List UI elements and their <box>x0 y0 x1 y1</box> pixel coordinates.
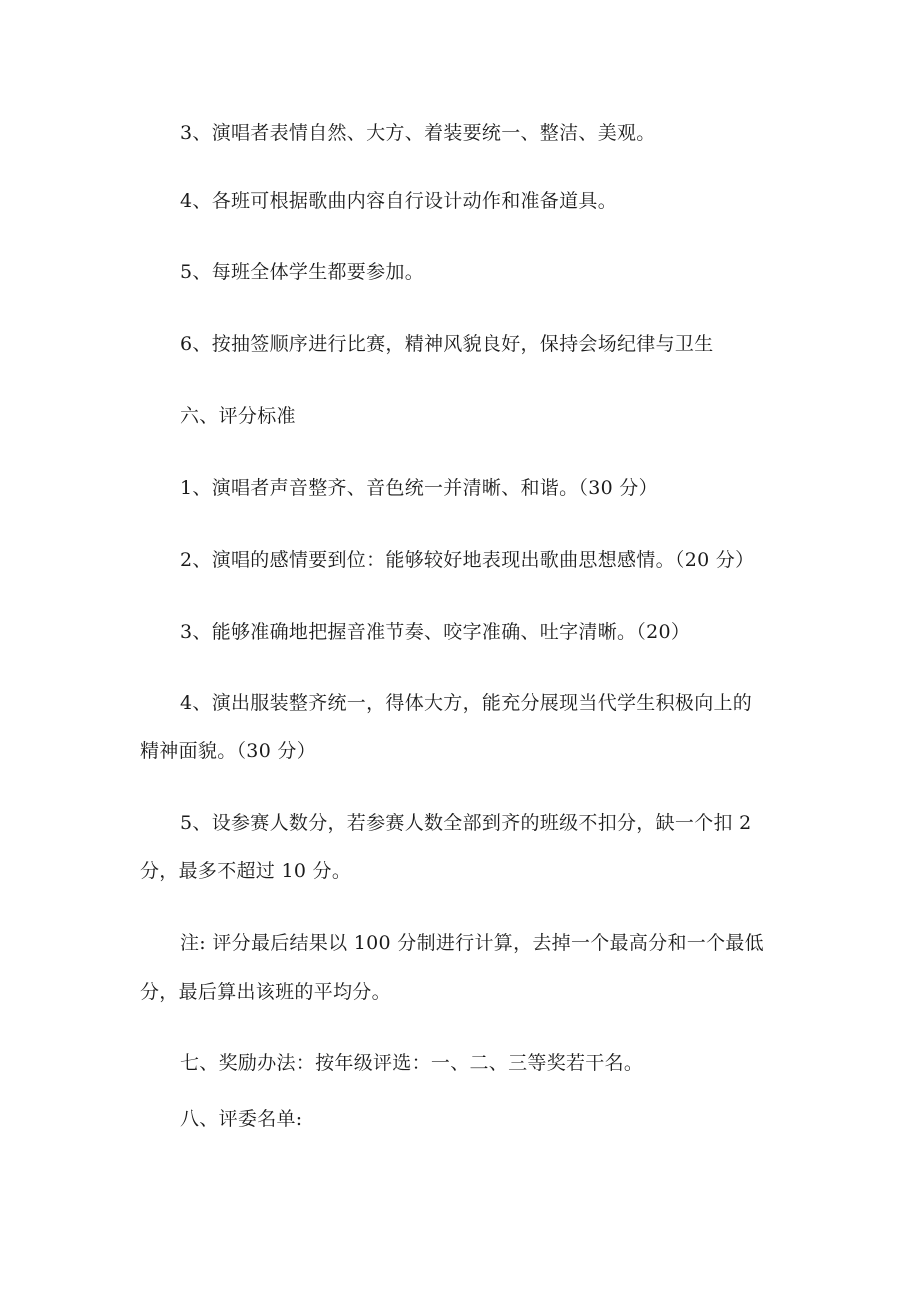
criterion-5-line-2: 分，最多不超过 10 分。 <box>140 860 352 882</box>
criterion-1: 1、演唱者声音整齐、音色统一并清晰、和谐。（30 分） <box>180 477 658 499</box>
item-6-order: 6、按抽签顺序进行比赛，精神风貌良好，保持会场纪律与卫生 <box>180 333 714 355</box>
item-5-participation: 5、每班全体学生都要参加。 <box>180 261 424 283</box>
section-7-awards: 七、奖励办法：按年级评选：一、二、三等奖若干名。 <box>180 1052 644 1074</box>
note-line-2: 分，最后算出该班的平均分。 <box>140 981 391 1003</box>
criterion-2: 2、演唱的感情要到位：能够较好地表现出歌曲思想感情。（20 分） <box>180 549 755 571</box>
item-4-choreography: 4、各班可根据歌曲内容自行设计动作和准备道具。 <box>180 190 617 212</box>
section-8-judges: 八、评委名单: <box>180 1108 303 1130</box>
criterion-4-line-2: 精神面貌。（30 分） <box>140 740 317 762</box>
criterion-4-line-1: 4、演出服装整齐统一，得体大方，能充分展现当代学生积极向上的 <box>180 692 753 714</box>
section-6-heading: 六、评分标准 <box>180 405 296 427</box>
criterion-3: 3、能够准确地把握音准节奏、咬字准确、吐字清晰。（20） <box>180 621 691 643</box>
note-line-1: 注: 评分最后结果以 100 分制进行计算，去掉一个最高分和一个最低 <box>180 932 764 954</box>
criterion-5-line-1: 5、设参赛人数分，若参赛人数全部到齐的班级不扣分，缺一个扣 2 <box>180 812 752 834</box>
item-3-appearance: 3、演唱者表情自然、大方、着装要统一、整洁、美观。 <box>180 122 656 144</box>
